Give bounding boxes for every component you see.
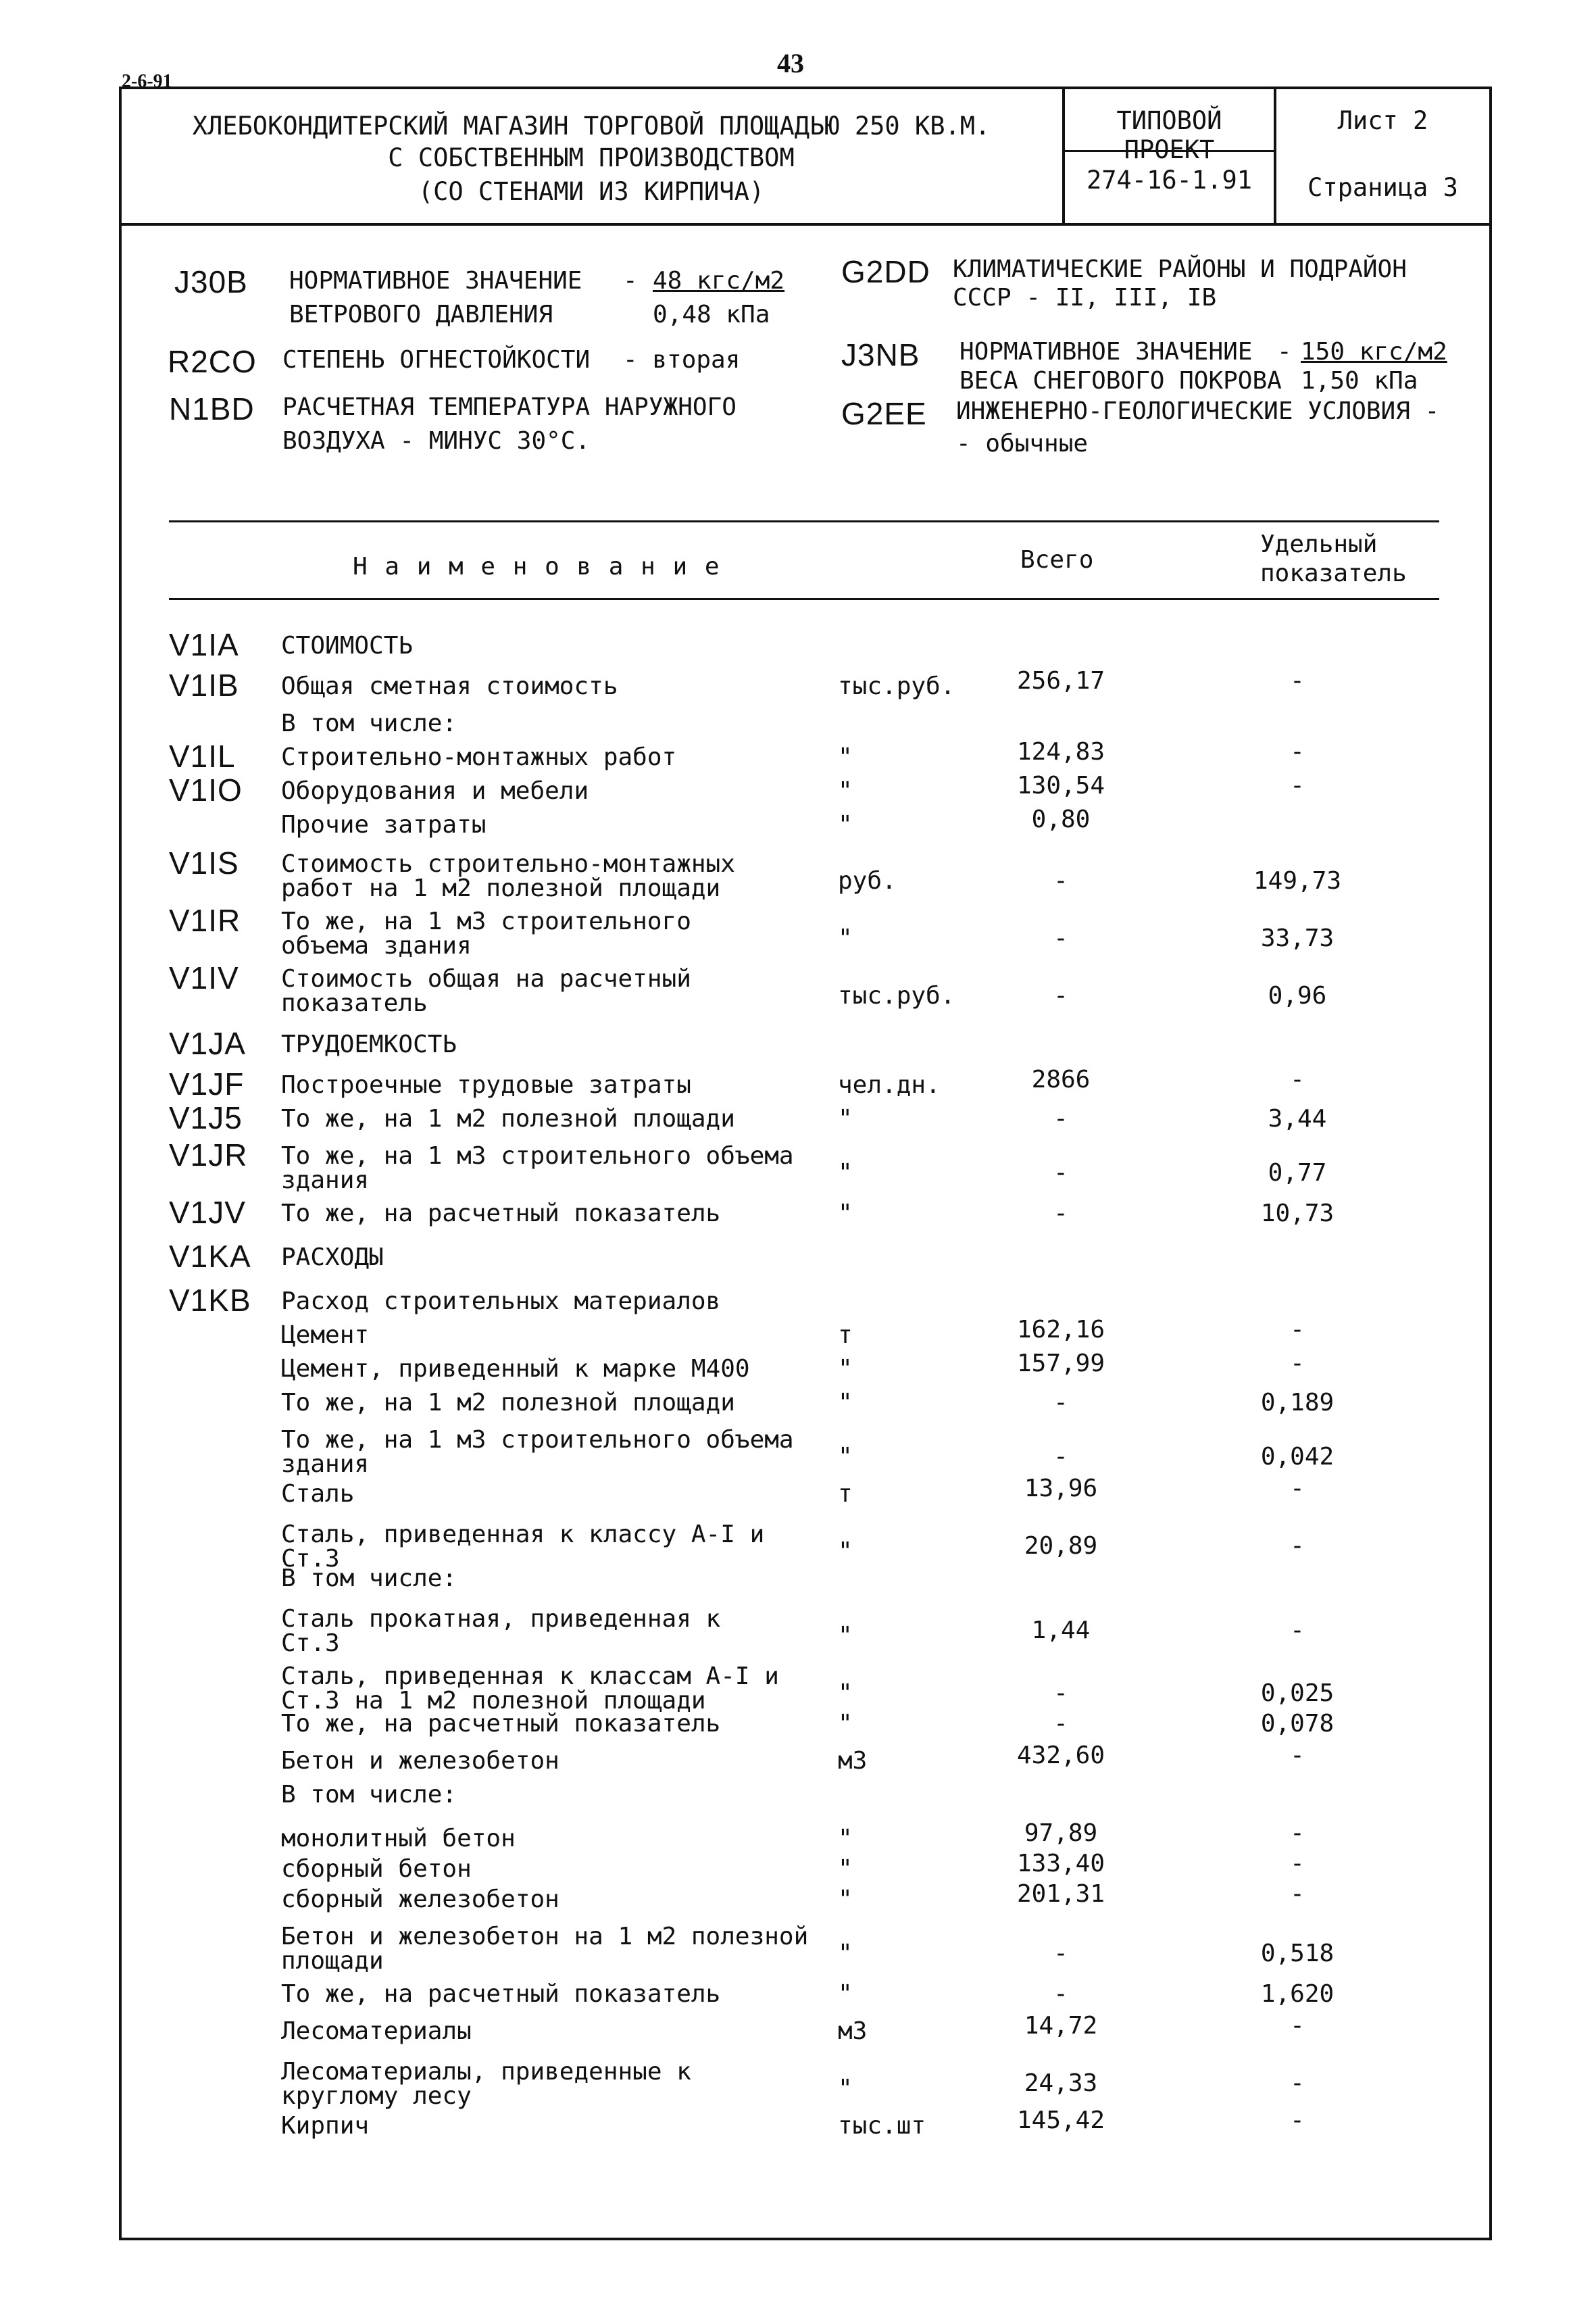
param-code: G2DD xyxy=(841,254,930,289)
row-specific: - xyxy=(1290,772,1305,799)
row-specific: 149,73 xyxy=(1253,867,1342,895)
column-header-total: Всего xyxy=(1020,546,1094,574)
row-specific: 3,44 xyxy=(1268,1105,1327,1133)
title-line: ХЛЕБОКОНДИТЕРСКИЙ МАГАЗИН ТОРГОВОЙ ПЛОЩАДЬЮ 250 КВ.М. xyxy=(192,112,991,141)
param-value: - вторая xyxy=(623,346,741,374)
row-unit: " xyxy=(838,1886,853,1913)
row-specific: - xyxy=(1290,1316,1305,1344)
param-value: 1,50 кПа xyxy=(1301,367,1418,395)
param-dash: - xyxy=(1277,338,1292,366)
row-name: Лесоматериалы xyxy=(281,2017,472,2045)
row-unit: " xyxy=(838,1825,853,1852)
row-total: 162,16 xyxy=(1016,1316,1105,1344)
row-name: объема здания xyxy=(281,932,472,960)
row-unit: " xyxy=(838,2075,853,2102)
row-specific: 1,620 xyxy=(1260,1980,1335,2008)
row-name: показатель xyxy=(281,989,428,1017)
row-name: Бетон и железобетон на 1 м2 полезной xyxy=(281,1923,809,1950)
row-total: - xyxy=(1053,1710,1068,1738)
row-total: 157,99 xyxy=(1016,1350,1105,1377)
column-header-specific: показатель xyxy=(1260,560,1407,587)
table-header-bottom-rule xyxy=(169,598,1439,600)
title-line: С СОБСТВЕННЫМ ПРОИЗВОДСТВОМ xyxy=(388,143,795,172)
row-specific: - xyxy=(1290,1819,1305,1847)
row-unit: м3 xyxy=(838,2017,868,2045)
header-bottom-border xyxy=(119,223,1492,226)
row-code: V1IV xyxy=(169,960,239,995)
param-value: 150 кгс/м2 xyxy=(1301,338,1447,366)
project-cell-divider xyxy=(1065,150,1274,152)
row-code: V1IR xyxy=(169,903,241,938)
row-specific: - xyxy=(1290,1066,1305,1093)
row-unit: " xyxy=(838,1940,853,1967)
row-unit: " xyxy=(838,925,853,952)
row-unit: " xyxy=(838,777,853,805)
row-specific: 0,025 xyxy=(1260,1679,1335,1707)
row-specific: - xyxy=(1290,1880,1305,1908)
row-name: В том числе: xyxy=(281,1781,457,1808)
row-name: То же, на 1 м2 полезной площади xyxy=(281,1105,735,1133)
row-unit: " xyxy=(838,1105,853,1133)
row-unit: " xyxy=(838,1443,853,1471)
row-code: V1J5 xyxy=(169,1100,243,1135)
row-name: круглому лесу xyxy=(281,2082,472,2110)
row-total: 124,83 xyxy=(1016,738,1105,766)
row-code: V1JR xyxy=(169,1137,248,1173)
row-total: 2866 xyxy=(1031,1066,1091,1093)
row-code: V1KA xyxy=(169,1239,251,1274)
series-number: 2-6-91 xyxy=(122,71,172,92)
row-specific: - xyxy=(1290,1532,1305,1560)
row-unit: " xyxy=(838,1200,853,1227)
row-unit: " xyxy=(838,1537,853,1565)
row-name: Стоимость общая на расчетный xyxy=(281,965,691,993)
row-total: - xyxy=(1053,1159,1068,1187)
row-unit: тыс.руб. xyxy=(838,982,955,1010)
row-name: То же, на 1 м2 полезной площади xyxy=(281,1389,735,1417)
title-line: (СО СТЕНАМИ ИЗ КИРПИЧА) xyxy=(418,177,765,206)
row-total: 20,89 xyxy=(1024,1532,1098,1560)
row-total: 1,44 xyxy=(1031,1617,1091,1644)
row-unit: " xyxy=(838,743,853,771)
column-header-specific: Удельный xyxy=(1260,531,1378,558)
row-name: Построечные трудовые затраты xyxy=(281,1071,691,1099)
row-name: Оборудования и мебели xyxy=(281,777,589,805)
row-name: монолитный бетон xyxy=(281,1825,516,1852)
sheet-label: Лист 2 xyxy=(1337,106,1428,135)
row-total: 145,42 xyxy=(1016,2107,1105,2134)
column-header-name: Н а и м е н о в а н и е xyxy=(353,553,721,581)
row-specific: - xyxy=(1290,738,1305,766)
param-label: НОРМАТИВНОЕ ЗНАЧЕНИЕ xyxy=(959,338,1253,366)
row-total: - xyxy=(1053,1389,1068,1417)
row-code: V1JA xyxy=(169,1026,246,1061)
param-label: ВЕТРОВОГО ДАВЛЕНИЯ xyxy=(289,301,553,328)
row-name: сборный бетон xyxy=(281,1855,472,1883)
page-label: Страница 3 xyxy=(1307,173,1458,202)
row-total: - xyxy=(1053,1105,1068,1133)
row-name: В том числе: xyxy=(281,710,457,737)
project-label: ТИПОВОЙ ПРОЕКТ xyxy=(1116,106,1222,164)
row-name: То же, на расчетный показатель xyxy=(281,1710,721,1738)
row-specific: - xyxy=(1290,667,1305,695)
row-specific: - xyxy=(1290,2012,1305,2040)
row-specific: - xyxy=(1290,2107,1305,2134)
param-code: R2CO xyxy=(168,344,257,379)
row-code: V1JV xyxy=(169,1195,246,1230)
param-label: КЛИМАТИЧЕСКИЕ РАЙОНЫ И ПОДРАЙОН xyxy=(953,255,1407,283)
param-label: РАСЧЕТНАЯ ТЕМПЕРАТУРА НАРУЖНОГО xyxy=(282,393,737,421)
row-specific: 0,078 xyxy=(1260,1710,1335,1738)
param-label: ИНЖЕНЕРНО-ГЕОЛОГИЧЕСКИЕ УСЛОВИЯ - xyxy=(956,397,1440,425)
row-unit: м3 xyxy=(838,1747,868,1775)
row-unit: т xyxy=(838,1321,853,1349)
row-name: сборный железобетон xyxy=(281,1886,559,1913)
row-unit: тыс.шт xyxy=(838,2112,926,2140)
row-unit: " xyxy=(838,1855,853,1883)
param-label: ВОЗДУХА - МИНУС 30°С. xyxy=(282,427,591,455)
row-name: Стоимость строительно-монтажных xyxy=(281,850,735,878)
row-total: - xyxy=(1053,925,1068,952)
row-total: 432,60 xyxy=(1016,1742,1105,1769)
row-unit: " xyxy=(838,1622,853,1650)
row-specific: - xyxy=(1290,1475,1305,1502)
row-name: РАСХОДЫ xyxy=(281,1244,384,1271)
row-unit: " xyxy=(838,1159,853,1187)
row-specific: - xyxy=(1290,1350,1305,1377)
row-name: Строительно-монтажных работ xyxy=(281,743,677,771)
row-total: 133,40 xyxy=(1016,1850,1105,1877)
row-total: 24,33 xyxy=(1024,2069,1098,2097)
param-code: J3NB xyxy=(841,337,920,372)
row-name: здания xyxy=(281,1166,370,1194)
row-code: V1IA xyxy=(169,627,239,662)
param-code: N1BD xyxy=(169,391,255,426)
row-total: - xyxy=(1053,1940,1068,1967)
row-name: Сталь, приведенная к классам А-I и xyxy=(281,1663,779,1690)
row-unit: " xyxy=(838,1679,853,1707)
row-code: V1IS xyxy=(169,845,239,881)
row-name: Сталь xyxy=(281,1480,355,1508)
row-name: То же, на 1 м3 строительного xyxy=(281,908,691,935)
param-code: J30B xyxy=(174,264,248,299)
row-total: 14,72 xyxy=(1024,2012,1098,2040)
row-name: Цемент xyxy=(281,1321,370,1349)
row-total: 13,96 xyxy=(1024,1475,1098,1502)
row-total: 201,31 xyxy=(1016,1880,1105,1908)
row-total: 0,80 xyxy=(1031,806,1091,833)
param-dash: - xyxy=(623,267,638,295)
row-unit: т xyxy=(838,1480,853,1508)
project-number: 274-16-1.91 xyxy=(1086,166,1253,195)
row-specific: 0,189 xyxy=(1260,1389,1335,1417)
row-name: Кирпич xyxy=(281,2112,370,2140)
row-code: V1IO xyxy=(169,772,243,808)
param-label: СТЕПЕНЬ ОГНЕСТОЙКОСТИ xyxy=(282,346,591,374)
row-name: Бетон и железобетон xyxy=(281,1747,559,1775)
row-total: - xyxy=(1053,1980,1068,2008)
row-name: ТРУДОЕМКОСТЬ xyxy=(281,1031,457,1058)
row-name: Цемент, приведенный к марке М400 xyxy=(281,1355,750,1383)
row-unit: тыс.руб. xyxy=(838,672,955,700)
param-code: G2EE xyxy=(841,396,927,431)
row-name: Прочие затраты xyxy=(281,811,487,839)
row-specific: 33,73 xyxy=(1260,925,1335,952)
row-total: - xyxy=(1053,982,1068,1010)
row-total: 256,17 xyxy=(1016,667,1105,695)
row-specific: 0,96 xyxy=(1268,982,1327,1010)
row-code: V1JF xyxy=(169,1066,245,1102)
row-name: То же, на расчетный показатель xyxy=(281,1980,721,2008)
row-name: Общая сметная стоимость xyxy=(281,672,618,700)
row-unit: " xyxy=(838,1355,853,1383)
row-name: То же, на расчетный показатель xyxy=(281,1200,721,1227)
row-code: V1KB xyxy=(169,1283,251,1318)
row-unit: " xyxy=(838,811,853,839)
row-name: В том числе: xyxy=(281,1565,457,1592)
row-specific: - xyxy=(1290,1617,1305,1644)
param-label: - обычные xyxy=(956,430,1089,458)
row-specific: 0,77 xyxy=(1268,1159,1327,1187)
row-total: - xyxy=(1053,1200,1068,1227)
param-label: НОРМАТИВНОЕ ЗНАЧЕНИЕ xyxy=(289,267,582,295)
row-name: Расход строительных материалов xyxy=(281,1287,721,1315)
row-name: Ст.3 на 1 м2 полезной площади xyxy=(281,1687,706,1715)
row-specific: - xyxy=(1290,1850,1305,1877)
row-name: здания xyxy=(281,1450,370,1478)
row-name: То же, на 1 м3 строительного объема xyxy=(281,1142,794,1170)
row-name: Ст.3 xyxy=(281,1629,340,1657)
row-total: - xyxy=(1053,1443,1068,1471)
row-specific: 0,518 xyxy=(1260,1940,1335,1967)
param-label: ВЕСА СНЕГОВОГО ПОКРОВА xyxy=(959,367,1282,395)
page-number: 43 xyxy=(777,48,804,78)
row-unit: руб. xyxy=(838,867,897,895)
row-total: - xyxy=(1053,867,1068,895)
row-name: работ на 1 м2 полезной площади xyxy=(281,875,721,902)
row-unit: чел.дн. xyxy=(838,1071,941,1099)
row-name: Сталь прокатная, приведенная к xyxy=(281,1605,721,1633)
row-unit: " xyxy=(838,1389,853,1417)
row-code: V1IL xyxy=(169,739,236,774)
row-name: Ст.3 xyxy=(281,1545,340,1573)
row-unit: " xyxy=(838,1980,853,2008)
row-specific: 10,73 xyxy=(1260,1200,1335,1227)
param-label: СССР - II, III, IB xyxy=(953,284,1217,312)
row-total: 97,89 xyxy=(1024,1819,1098,1847)
row-total: 130,54 xyxy=(1016,772,1105,799)
row-name: площади xyxy=(281,1947,384,1975)
row-name: Сталь, приведенная к классу А-I и xyxy=(281,1521,765,1548)
table-header-top-rule xyxy=(169,520,1439,522)
row-specific: 0,042 xyxy=(1260,1443,1335,1471)
row-specific: - xyxy=(1290,2069,1305,2097)
row-unit: " xyxy=(838,1710,853,1738)
param-value: 0,48 кПа xyxy=(653,301,770,328)
row-name: То же, на 1 м3 строительного объема xyxy=(281,1426,794,1454)
row-code: V1IB xyxy=(169,668,239,703)
row-name: СТОИМОСТЬ xyxy=(281,632,414,660)
row-specific: - xyxy=(1290,1742,1305,1769)
row-total: - xyxy=(1053,1679,1068,1707)
param-value: 48 кгс/м2 xyxy=(653,267,785,295)
row-name: Лесоматериалы, приведенные к xyxy=(281,2058,691,2086)
